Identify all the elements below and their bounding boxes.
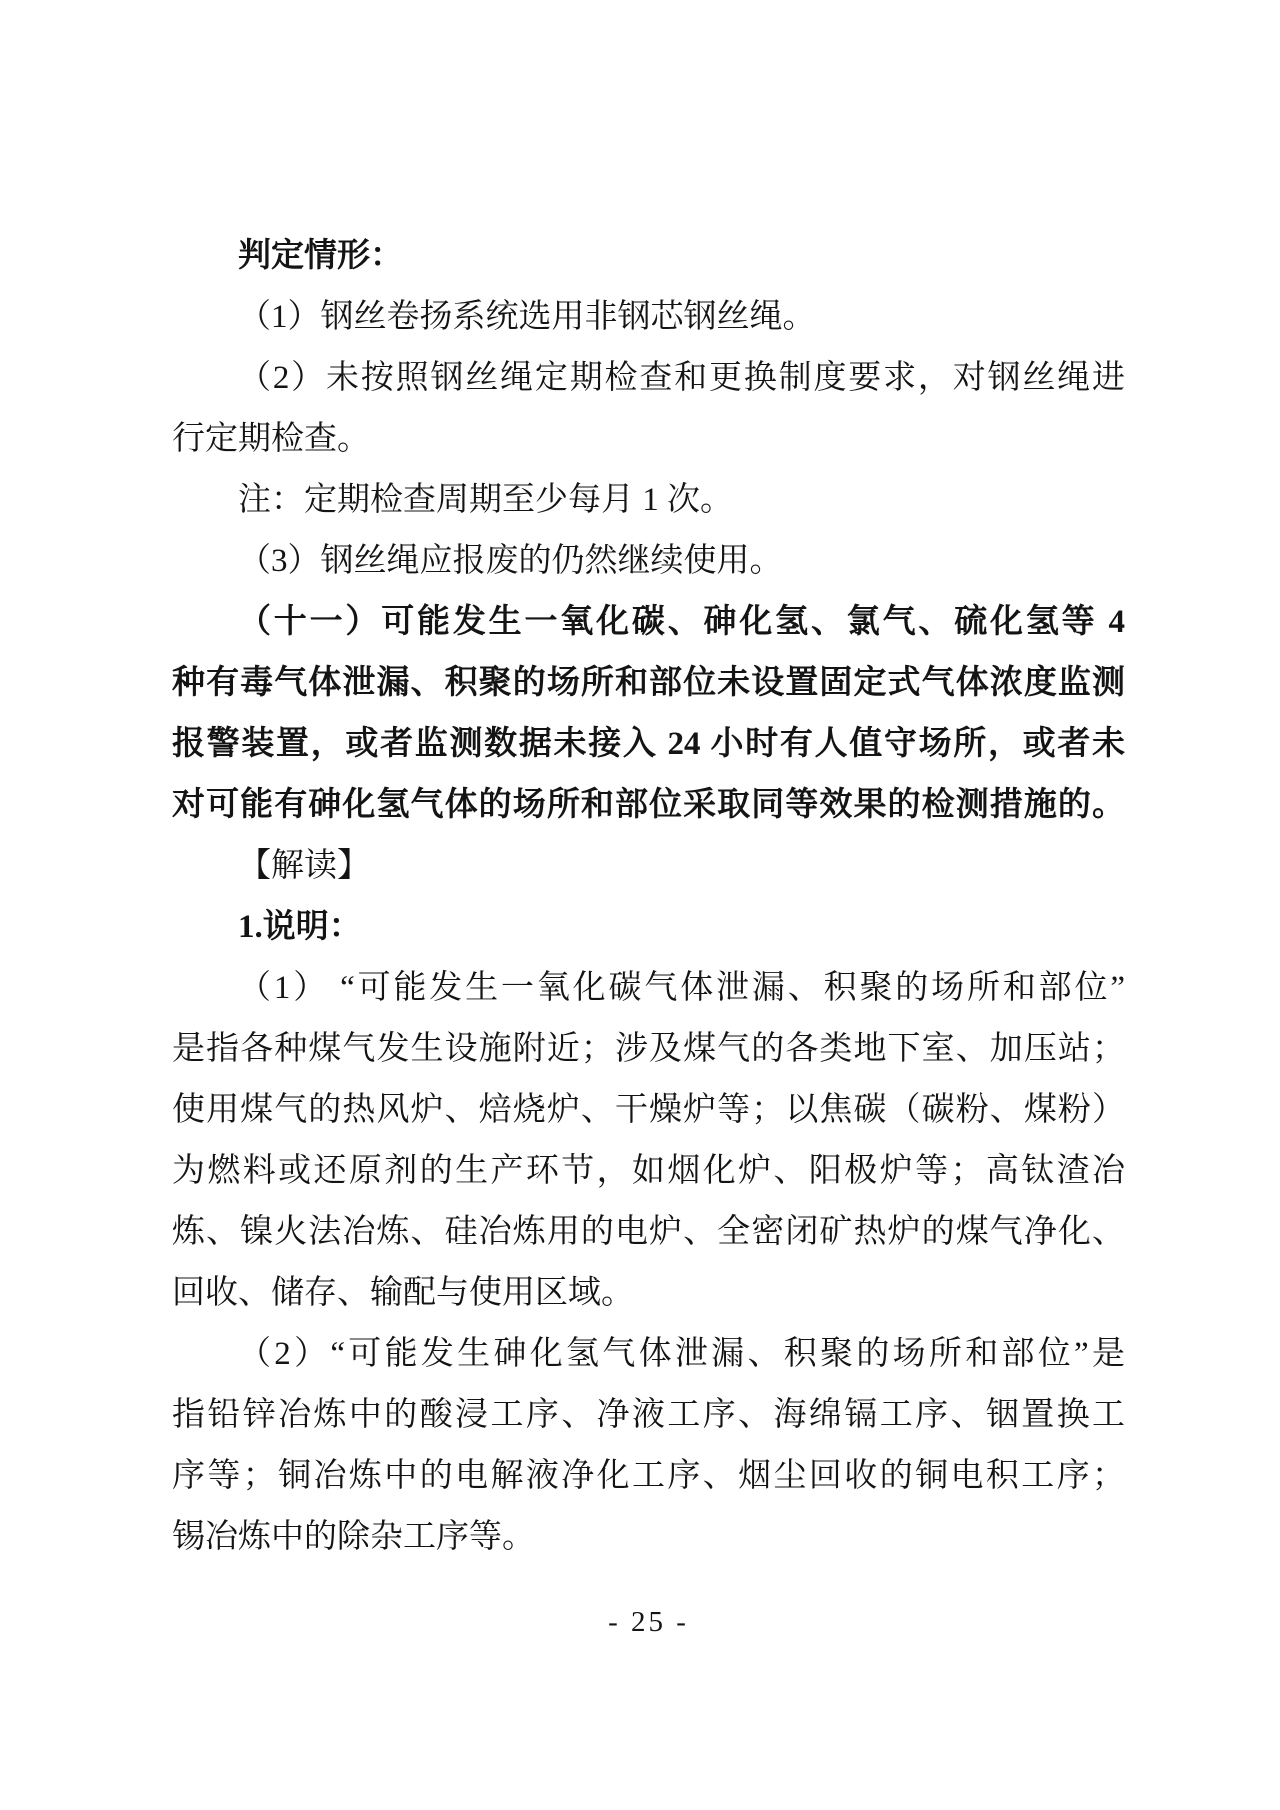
text-line-heading-judgment: 判定情形： (238, 238, 403, 274)
text-line-clause-11-cont-2: 报警装置，或者监测数据未接入 24 小时有人值守场所，或者未 (172, 726, 1125, 762)
text-line-clause-11-cont-3: 对可能有砷化氢气体的场所和部位采取同等效果的检测措施的。 (172, 787, 1125, 823)
text-line-item-1: （1）钢丝卷扬系统选用非钢芯钢丝绳。 (238, 299, 816, 335)
text-line-explain-2: （2）“可能发生砷化氢气体泄漏、积聚的场所和部位”是 (238, 1336, 1125, 1372)
text-line-clause-11-cont-1: 种有毒气体泄漏、积聚的场所和部位未设置固定式气体浓度监测 (172, 665, 1125, 701)
text-line-note: 注：定期检查周期至少每月 1 次。 (238, 482, 733, 518)
text-line-item-2-cont: 行定期检查。 (172, 421, 370, 457)
text-line-item-3: （3）钢丝绳应报废的仍然继续使用。 (238, 543, 783, 579)
text-line-explain-2-cont-1: 指铅锌冶炼中的酸浸工序、净液工序、海绵镉工序、铟置换工 (172, 1397, 1125, 1433)
text-line-explain-1-cont-4: 炼、镍火法冶炼、硅冶炼用的电炉、全密闭矿热炉的煤气净化、 (172, 1214, 1125, 1250)
text-line-item-2: （2）未按照钢丝绳定期检查和更换制度要求，对钢丝绳进 (238, 360, 1125, 396)
text-line-heading-explain: 1.说明： (238, 909, 362, 945)
text-line-explain-1: （1） “可能发生一氧化碳气体泄漏、积聚的场所和部位” (238, 970, 1125, 1006)
page-number: - 25 - (608, 1606, 689, 1638)
text-line-explain-2-cont-2: 序等；铜冶炼中的电解液净化工序、烟尘回收的铜电积工序； (172, 1458, 1125, 1494)
text-line-interpretation: 【解读】 (238, 848, 370, 884)
text-line-explain-1-cont-2: 使用煤气的热风炉、焙烧炉、干燥炉等；以焦碳（碳粉、煤粉） (172, 1092, 1125, 1128)
text-line-explain-1-cont-1: 是指各种煤气发生设施附近；涉及煤气的各类地下室、加压站； (172, 1031, 1125, 1067)
text-line-explain-1-cont-5: 回收、储存、输配与使用区域。 (172, 1275, 634, 1311)
text-line-explain-1-cont-3: 为燃料或还原剂的生产环节，如烟化炉、阳极炉等；高钛渣冶 (172, 1153, 1125, 1189)
text-line-clause-11: （十一）可能发生一氧化碳、砷化氢、氯气、硫化氢等 4 (238, 604, 1125, 640)
text-block (172, 226, 1125, 1568)
text-line-explain-2-cont-3: 锡冶炼中的除杂工序等。 (172, 1519, 535, 1555)
